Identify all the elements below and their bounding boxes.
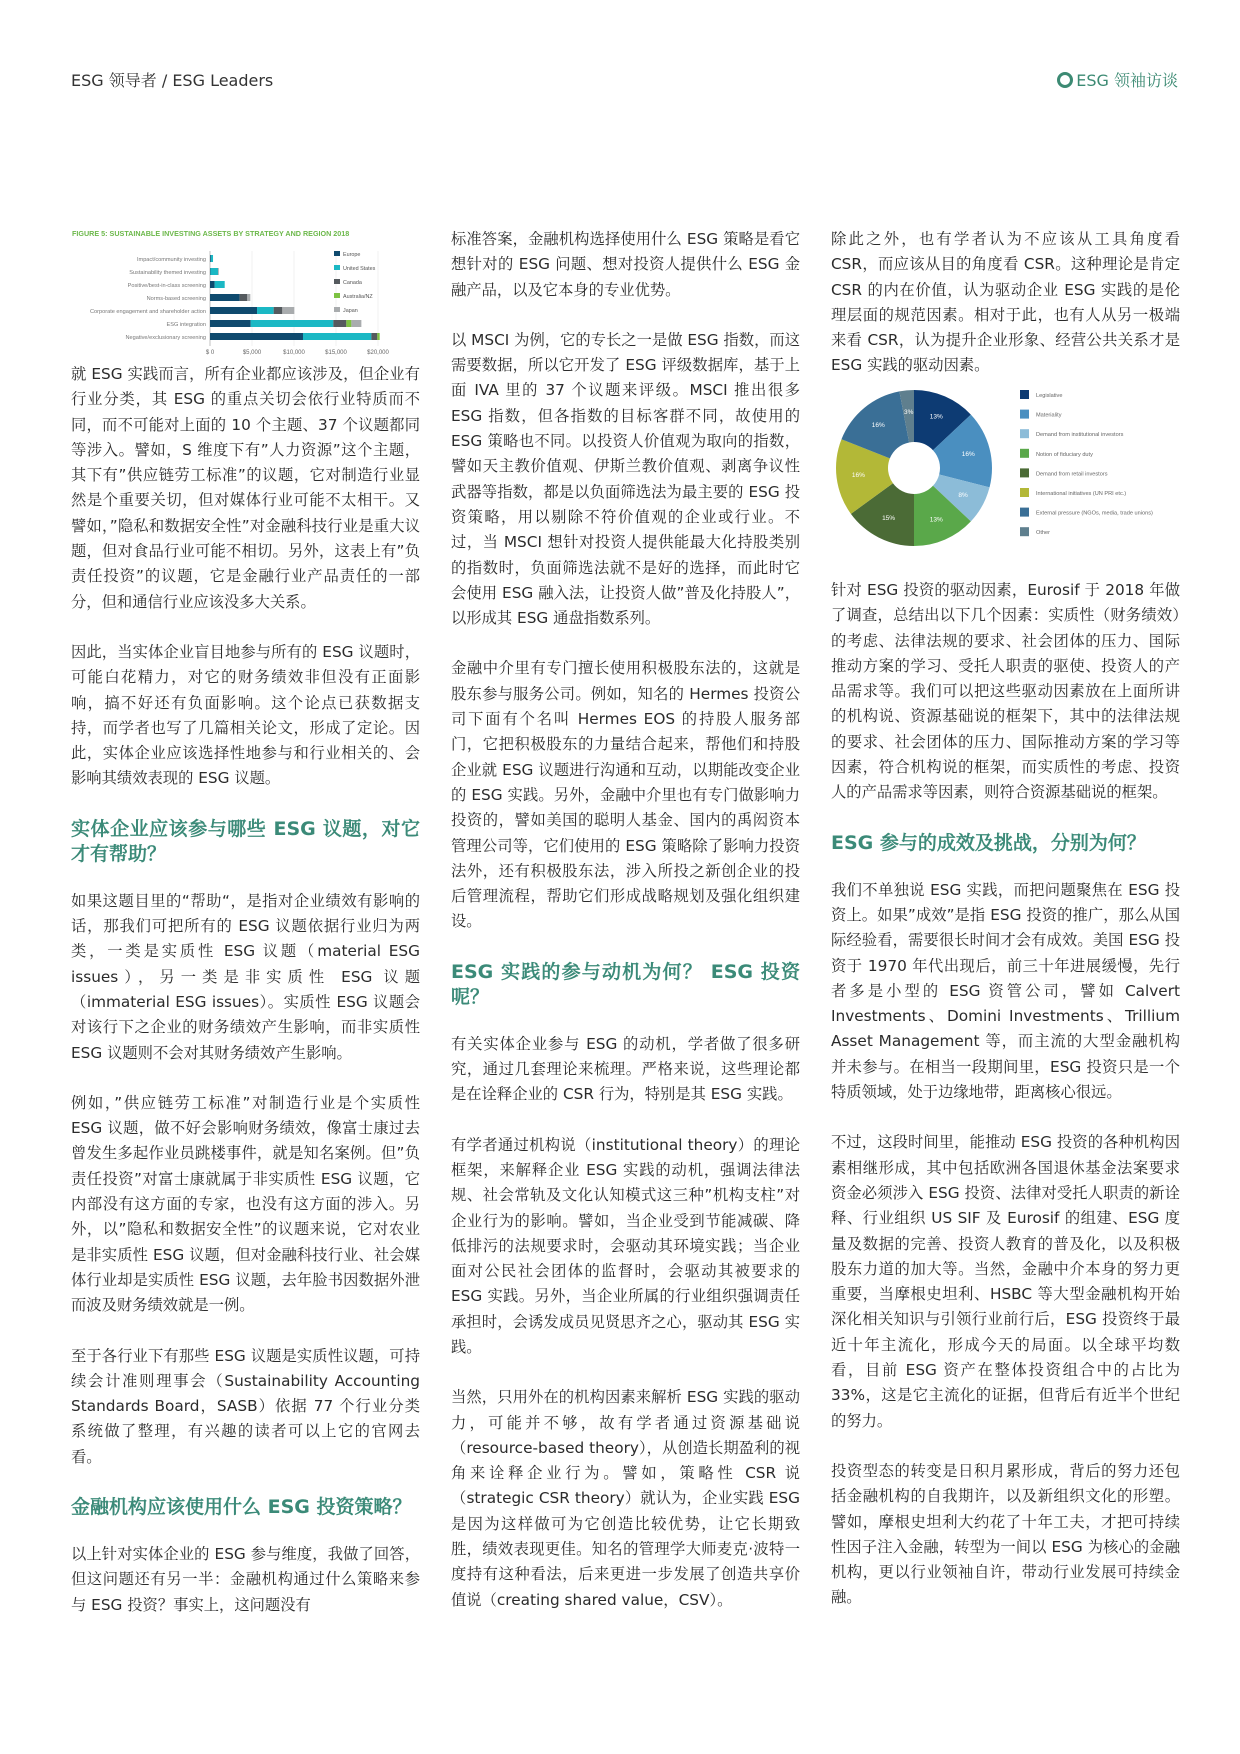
category-label: Norms-based screening (146, 296, 206, 302)
legend-label: External pressure (NGOs, media, trade unions) (1036, 510, 1153, 517)
category-label: Corporate engagement and shareholder action (90, 309, 206, 315)
x-tick-label: $5,000 (242, 350, 262, 356)
legend-swatch (1020, 468, 1029, 477)
x-tick-label: $10,000 (283, 350, 305, 356)
section-heading: 实体企业应该参与哪些 ESG 议题，对它才有帮助？ (71, 817, 420, 865)
bar-segment-japan (351, 320, 361, 327)
legend-label: United States (343, 266, 376, 272)
legend-label: Canada (343, 280, 362, 286)
section-label: ESG 领袖访谈 (1076, 71, 1178, 90)
x-tick-label: $15,000 (325, 350, 347, 356)
legend-swatch (334, 279, 340, 284)
paragraph: 针对 ESG 投资的驱动因素，Eurosif 于 2018 年做了调查，总结出以下几个因素：实质性（财务绩效）的考虑、法律法规的要求、社会团体的压力、国际推动方案的学习、受托人职责的驱使、投资人的产品需求等。我们可以把这些驱动因素放在上面所讲的机构说、资源基础说的框架下，其中的法律法规的要求、社会团体的压力、国际推动方案的学习等因素，符合机构说的框架，而实质性的考虑、投资人的产品需求等因素，则符合资源基础说的框架。 (831, 581, 1180, 802)
bar-segment-japan (282, 307, 294, 314)
bar-segment-united-states (211, 255, 213, 262)
paragraph: 标准答案，金融机构选择使用什么 ESG 策略是看它想针对的 ESG 问题、想对投资人提供什么 ESG 金融产品，以及它本身的专业优势。 (451, 230, 800, 299)
column-2 (451, 227, 800, 1638)
legend-swatch (1020, 508, 1029, 517)
legend-swatch (334, 251, 340, 256)
legend-label: International initiatives (UN PRI etc.) (1036, 491, 1127, 497)
slice-label: 16% (961, 451, 975, 459)
circle-icon (1057, 72, 1073, 88)
legend-label: Materiality (1036, 412, 1062, 419)
paragraph: 我们不单独说 ESG 实践，而把问题聚焦在 ESG 投资上。如果”成效”是指 ESG 投资的推广，那么从国际经验看，需要很长时间才会有成效。美国 ESG 投资于 1970 年代出现后，前三十年进展缓慢，先行者多是小型的 ESG 资管公司，譬如 Calvert Investments、Domini Investments、Trillium Asset Management 等，而主流的大型金融机构并未参与。在相当一段期间里，ESG 投资只是一个特质领域，处于边缘地带，距离核心很远。 (831, 880, 1180, 1102)
bar-segment-canada (333, 320, 346, 327)
legend-swatch (1020, 488, 1029, 497)
bar-segment-japan (247, 294, 250, 301)
paragraph: 至于各行业下有那些 ESG 议题是实质性议题，可持续会计准则理事会（Sustainability Accounting Standards Board，SASB）依据 77 个行业分类系统做了整理，有兴趣的读者可以上它的官网去看。 (71, 1346, 420, 1466)
legend-swatch (1020, 410, 1029, 419)
bar-segment-europe (210, 307, 257, 314)
paragraph: 有学者通过机构说（institutional theory）的理论框架，来解释企业 ESG 实践的动机，强调法律法规、社会常轨及文化认知模式这三种”机构支柱”对企业行为的影响。譬如，当企业受到节能减碳、降低排污的法规要求时，会驱动其环境实践；当企业面对公民社会团体的监督时，会驱动其被要求的 ESG 实践。另外，当企业所属的行业组织强调责任承担时，会诱发成员见贤思齐之心，驱动其 ESG 实践。 (451, 1135, 800, 1356)
legend-swatch (334, 293, 340, 298)
donut-chart-esg-drivers (826, 388, 1186, 573)
category-label: Impact/community investing (136, 257, 206, 263)
bar-segment-australia-nz (346, 320, 351, 327)
paragraph: 例如，”供应链劳工标准”对制造行业是个实质性 ESG 议题，做不好会影响财务绩效，像富士康过去曾发生多起作业员跳楼事件，就是知名案例。但”负责任投资”对富士康就属于非实质性 ESG 议题，它内部没有这方面的专家，也没有这方面的涉入。另外，以”隐私和数据安全性”的议题来说，它对农业是非实质性 ESG 议题，但对金融科技行业、社会媒体行业却是实质性 ESG 议题，去年脸书因数据外泄而波及财务绩效就是一例。 (71, 1093, 420, 1315)
section-heading: ESG 实践的参与动机为何？ ESG 投资呢？ (451, 960, 800, 1008)
bar-segment-united-states (251, 320, 334, 327)
category-label: ESG integration (166, 322, 206, 328)
bar-segment-europe (210, 320, 251, 327)
category-label: Sustainability themed investing (129, 270, 206, 276)
legend-swatch (1020, 390, 1029, 399)
legend-label: Notion of fiduciary duty (1036, 451, 1093, 458)
running-header-left: ESG 领导者 / ESG Leaders (71, 71, 274, 90)
legend-swatch (334, 265, 340, 270)
legend-label: Europe (343, 252, 361, 258)
paragraph: 以 MSCI 为例，它的专长之一是做 ESG 指数，而这需要数据，所以它开发了 ESG 评级数据库，基于上面 IVA 里的 37 个议题来评级。MSCI 推出很多 ESG 指数，但各指数的目标客群不同，故使用的 ESG 策略也不同。以投资人价值观为取向的指数，譬如天主教价值观、伊斯兰教价值观、剥离争议性武器等指数，都是以负面筛选法为最主要的 ESG 投资策略，用以剔除不符价值观的企业或行业。不过，当 MSCI 想针对投资人提供能最大化持股类别的指数时，负面筛选法就不是好的选择，而此时它会使用 ESG 融入法，让投资人做”普及化持股人”，以形成其 ESG 通盘指数系列。 (451, 330, 800, 628)
paragraph: 因此，当实体企业盲目地参与所有的 ESG 议题时，可能白花精力，对它的财务绩效非但没有正面影响，搞不好还有负面影响。这个论点已获数据支持，而学者也写了几篇相关论文，形成了定论。因此，实体企业应该选择性地参与和行业相关的、会影响其绩效表现的 ESG 议题。 (71, 642, 420, 788)
bar-segment-canada (240, 294, 248, 301)
legend-swatch (334, 307, 340, 312)
bar-segment-canada (371, 333, 377, 340)
bar-segment-united-states (215, 281, 225, 288)
bar-segment-united-states (210, 268, 218, 275)
legend-label: Japan (343, 308, 358, 314)
section-heading: 金融机构应该使用什么 ESG 投资策略？ (71, 1495, 412, 1518)
bar-segment-europe (210, 281, 215, 288)
bar-segment-canada (274, 307, 283, 314)
running-header-right (1057, 68, 1178, 91)
column-1 (71, 362, 420, 1643)
legend-swatch (1020, 429, 1029, 438)
paragraph: 除此之外，也有学者认为不应该从工具角度看 CSR，而应该从目的角度看 CSR。这种理论是肯定 CSR 的内在价值，认为驱动企业 ESG 实践的是伦理层面的规范因素。相对于此，也有人从另一极端来看 CSR，认为提升企业形象、经营公共关系才是 ESG 实践的驱动因素。 (831, 230, 1180, 375)
x-tick-label: $20,000 (367, 350, 389, 356)
slice-label: 13% (929, 413, 943, 421)
paragraph: 如果这题目里的“帮助“，是指对企业绩效有影响的话，那我们可把所有的 ESG 议题依据行业归为两类，一类是实质性 ESG 议题（material ESG issues），另一类是非实质性 ESG 议题（immaterial ESG issues）。实质性 ESG 议题会对该行下之企业的财务绩效产生影响，而非实质性 ESG 议题则不会对其财务绩效产生影响。 (71, 891, 420, 1062)
paragraph: 就 ESG 实践而言，所有企业都应该涉及，但企业有行业分类，其 ESG 的重点关切会依行业特质而不同，而不可能对上面的 10 个主题、37 个议题都同等涉入。譬如，S 维度下有”人力资源”这个主题，其下有”供应链劳工标准”的议题，它对制造行业显然是个重要关切，但对媒体行业可能不太相干。又譬如，”隐私和数据安全性”对金融科技行业是重大议题，但对食品行业可能不相切。另外，这表上有”负责任投资”的议题，它是金融行业产品责任的一部分，但和通信行业应该没多大关系。 (71, 365, 420, 611)
paragraph: 以上针对实体企业的 ESG 参与维度，我做了回答，但这问题还有另一半：金融机构通过什么策略来参与 ESG 投资？事实上，这问题没有 (71, 1544, 420, 1614)
legend-label: Demand from institutional investors (1036, 432, 1124, 439)
legend-label: Other (1036, 530, 1050, 537)
legend-swatch (1020, 527, 1029, 536)
x-tick-label: $ 0 (205, 350, 215, 356)
slice-label: 16% (871, 421, 885, 429)
slice-label: 3% (904, 409, 914, 417)
paragraph: 有关实体企业参与 ESG 的动机，学者做了很多研究，通过几套理论来梳理。严格来说，这些理论都是在诠释企业的 CSR 行为，特别是其 ESG 实践。 (451, 1034, 800, 1104)
bar-segment-europe (210, 294, 240, 301)
bar-segment-europe (210, 333, 303, 340)
slice-label: 15% (882, 514, 896, 522)
bar-segment-australia-nz (377, 333, 379, 340)
section-heading: ESG 参与的成效及挑战，分别为何？ (831, 831, 1146, 854)
legend-label: Australia/NZ (343, 294, 373, 300)
legend-swatch (1020, 449, 1029, 458)
column-3 (831, 578, 1180, 1636)
slice-label: 16% (851, 472, 865, 480)
bar-segment-united-states (303, 333, 371, 340)
bar-segment-united-states (257, 307, 274, 314)
category-label: Positive/best-in-class screening (127, 283, 206, 289)
paragraph: 不过，这段时间里，能推动 ESG 投资的各种机构因素相继形成，其中包括欧洲各国退休基金法案要求资金必须涉入 ESG 投资、法律对受托人职责的新诠释、行业组织 US SIF 及 Eurosif 的组建、ESG 度量及数据的完善、投资人教育的普及化，以及积极股东力道的加大等。当然，金融中介本身的努力更重要，当摩根史坦利、HSBC 等大型金融机构开始深化相关知识与引领行业前行后，ESG 投资终于最近十年主流化，形成今天的局面。以全球平均数看，目前 ESG 资产在整体投资组合中的占比为 33%，这是它主流化的证据，但背后有近半个世纪的努力。 (831, 1133, 1180, 1430)
bar-segment-europe (210, 255, 211, 262)
bar-chart-figure-5 (72, 226, 422, 364)
slice-label: 8% (958, 491, 968, 499)
legend-label: Demand from retail investors (1036, 471, 1108, 478)
slice-label: 13% (929, 516, 943, 524)
paragraph: 当然，只用外在的机构因素来解析 ESG 实践的驱动力，可能并不够，故有学者通过资源基础说（resource-based theory），从创造长期盈利的视角来诠释企业行为。譬如，策略性 CSR 说（strategic CSR theory）就认为，企业实践 ESG 是因为这样做可为它创造比较优势，让它长期致胜，绩效表现更佳。知名的管理学大师麦克·波特一度持有这种看法，后来更进一步发展了创造共享价值说（creating shared value，CSV）。 (451, 1388, 800, 1609)
category-label: Negative/exclusionary screening (125, 335, 206, 341)
paragraph: 金融中介里有专门擅长使用积极股东法的，这就是股东参与服务公司。例如，知名的 Hermes 投资公司下面有个名叫 Hermes EOS 的持股人服务部门，它把积极股东的力量结合起来，帮他们和持股企业就 ESG 议题进行沟通和互动，以期能改变企业的 ESG 实践。另外，金融中介里也有专门做影响力投资的，譬如美国的聪明人基金、国内的禹闳资本管理公司等，它们使用的 ESG 策略除了影响力投资法外，还有积极股东法，涉入所投之新创企业的投后管理流程，帮助它们形成战略规划及强化组织建设。 (451, 659, 800, 931)
legend-label: Legislative (1036, 393, 1063, 399)
column-3-top (831, 227, 1180, 404)
paragraph: 投资型态的转变是日积月累形成，背后的努力还包括金融机构的自我期许，以及新组织文化的形塑。譬如，摩根史坦利大约花了十年工夫，才把可持续性因子注入金融，转型为一间以 ESG 为核心的金融机构，更以行业领袖自许，带动行业发展可持续金融。 (831, 1461, 1180, 1607)
chart-title: FIGURE 5: SUSTAINABLE INVESTING ASSETS BY STRATEGY AND REGION 2018 (72, 229, 350, 238)
